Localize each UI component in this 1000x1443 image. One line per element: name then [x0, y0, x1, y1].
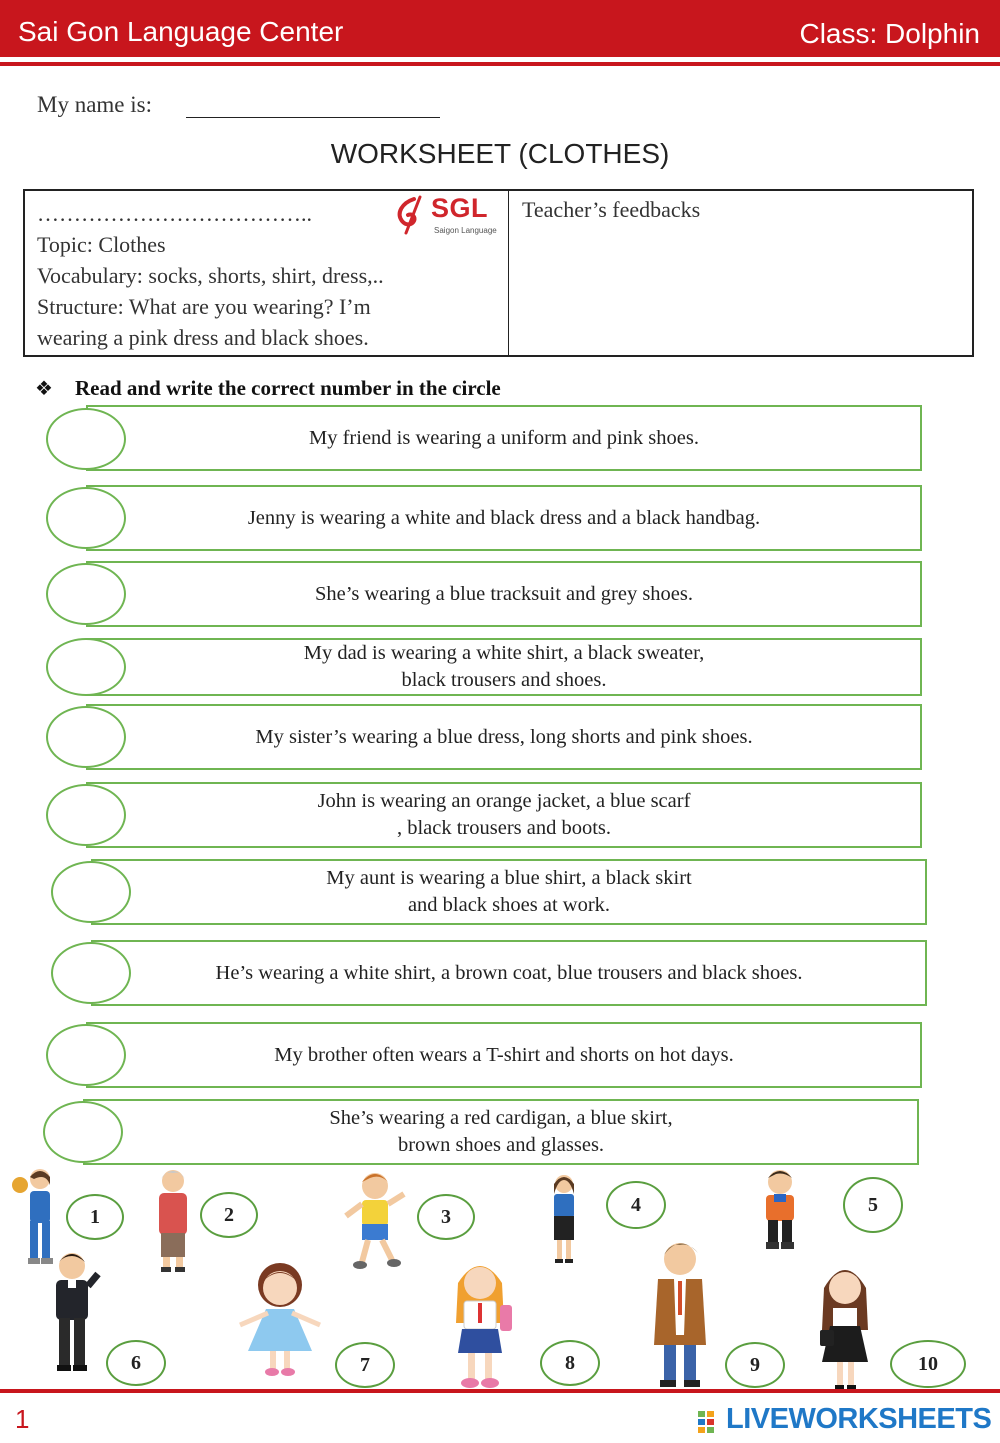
picture-number-8: 8	[540, 1340, 600, 1386]
answer-circle-5[interactable]	[46, 706, 126, 768]
aunt-work-figure	[543, 1172, 585, 1267]
picture-number-4: 4	[606, 1181, 666, 1229]
sentence-text: My friend is wearing a uniform and pink shoes.	[309, 426, 699, 449]
topic-line: Topic: Clothes	[37, 232, 166, 257]
sentence-text: brown shoes and glasses.	[397, 1134, 605, 1156]
sister-dress-figure	[232, 1255, 328, 1380]
dad-sweater-figure	[42, 1248, 102, 1376]
picture-number-10: 10	[890, 1340, 966, 1388]
answer-circle-7[interactable]	[51, 861, 131, 923]
name-input-line[interactable]	[186, 117, 440, 118]
sentence-box-2	[86, 485, 922, 551]
answer-circle-3[interactable]	[46, 563, 126, 625]
worksheet-title: WORKSHEET (CLOTHES)	[330, 138, 670, 169]
dots-line: ………………………………..	[37, 201, 312, 226]
structure-line-2: wearing a pink dress and black shoes.	[37, 325, 369, 350]
picture-number-3: 3	[417, 1194, 475, 1240]
sentence-box-9	[86, 1022, 922, 1088]
sentence-box-6	[86, 782, 922, 848]
picture-number-5: 5	[843, 1177, 903, 1233]
sentence-box-1	[86, 405, 922, 471]
logo-text: SGL	[431, 193, 489, 223]
info-divider	[508, 189, 509, 357]
sentence-text: My sister’s wearing a blue dress, long shorts and pink shoes.	[255, 725, 753, 748]
answer-circle-1[interactable]	[46, 408, 126, 470]
picture-number-2: 2	[200, 1192, 258, 1238]
grandma-figure	[148, 1165, 198, 1275]
picture-number-9: 9	[725, 1342, 785, 1388]
answer-circle-2[interactable]	[46, 487, 126, 549]
sentence-text: She’s wearing a red cardigan, a blue skirt,	[329, 1107, 673, 1129]
sentence-text: , black trousers and boots.	[396, 817, 612, 839]
liveworksheets-brand: LIVEWORKSHEETS	[726, 1403, 992, 1435]
jenny-dress-figure	[812, 1258, 878, 1393]
teacher-feedback-label: Teacher’s feedbacks	[522, 197, 701, 222]
boy-tshirt-figure	[340, 1168, 410, 1273]
john-jacket-figure	[750, 1166, 810, 1252]
sentence-text: and black shoes at work.	[407, 894, 611, 916]
instruction-text: Read and write the correct number in the circle	[75, 376, 501, 400]
sentence-text: John is wearing an orange jacket, a blue scarf	[317, 790, 691, 812]
sentence-text: black trousers and shoes.	[401, 669, 607, 691]
sentence-box-7	[91, 859, 927, 925]
page-number: 1	[15, 1404, 30, 1434]
vocabulary-line: Vocabulary: socks, shorts, shirt, dress,..	[37, 263, 384, 288]
sentence-text: My dad is wearing a white shirt, a black sweater,	[303, 642, 705, 664]
picture-number-6: 6	[106, 1340, 166, 1386]
friend-uniform-figure	[440, 1253, 520, 1393]
answer-circle-8[interactable]	[51, 942, 131, 1004]
sentence-box-3	[86, 561, 922, 627]
answer-circle-6[interactable]	[46, 784, 126, 846]
logo-subtext: Saigon Language	[434, 226, 497, 235]
sentence-box-5	[86, 704, 922, 770]
school-name: Sai Gon Language Center	[18, 16, 344, 47]
bullet-icon: ❖	[35, 378, 53, 400]
sentence-text: He’s wearing a white shirt, a brown coat, blue trousers and black shoes.	[215, 961, 803, 984]
sentence-text: Jenny is wearing a white and black dress and a black handbag.	[247, 506, 761, 529]
sentence-box-8	[91, 940, 927, 1006]
answer-circle-4[interactable]	[46, 638, 126, 696]
liveworksheets-logo-icon	[698, 1411, 724, 1433]
structure-line-1: Structure: What are you wearing? I’m	[37, 294, 371, 319]
picture-number-1: 1	[66, 1194, 124, 1240]
sentence-text: My brother often wears a T-shirt and shorts on hot days.	[274, 1043, 734, 1066]
answer-circle-9[interactable]	[46, 1024, 126, 1086]
footer-rule	[0, 1389, 1000, 1393]
sentence-text: She’s wearing a blue tracksuit and grey shoes.	[314, 582, 693, 605]
sentence-box-4	[86, 638, 922, 696]
sentence-box-10	[83, 1099, 919, 1165]
name-label: My name is:	[37, 92, 152, 117]
man-coat-figure	[640, 1235, 720, 1393]
sentence-text: My aunt is wearing a blue shirt, a black skirt	[326, 867, 692, 889]
answer-circle-10[interactable]	[43, 1101, 123, 1163]
picture-number-7: 7	[335, 1342, 395, 1388]
header-rule	[0, 62, 1000, 66]
class-label: Class: Dolphin	[799, 18, 980, 49]
